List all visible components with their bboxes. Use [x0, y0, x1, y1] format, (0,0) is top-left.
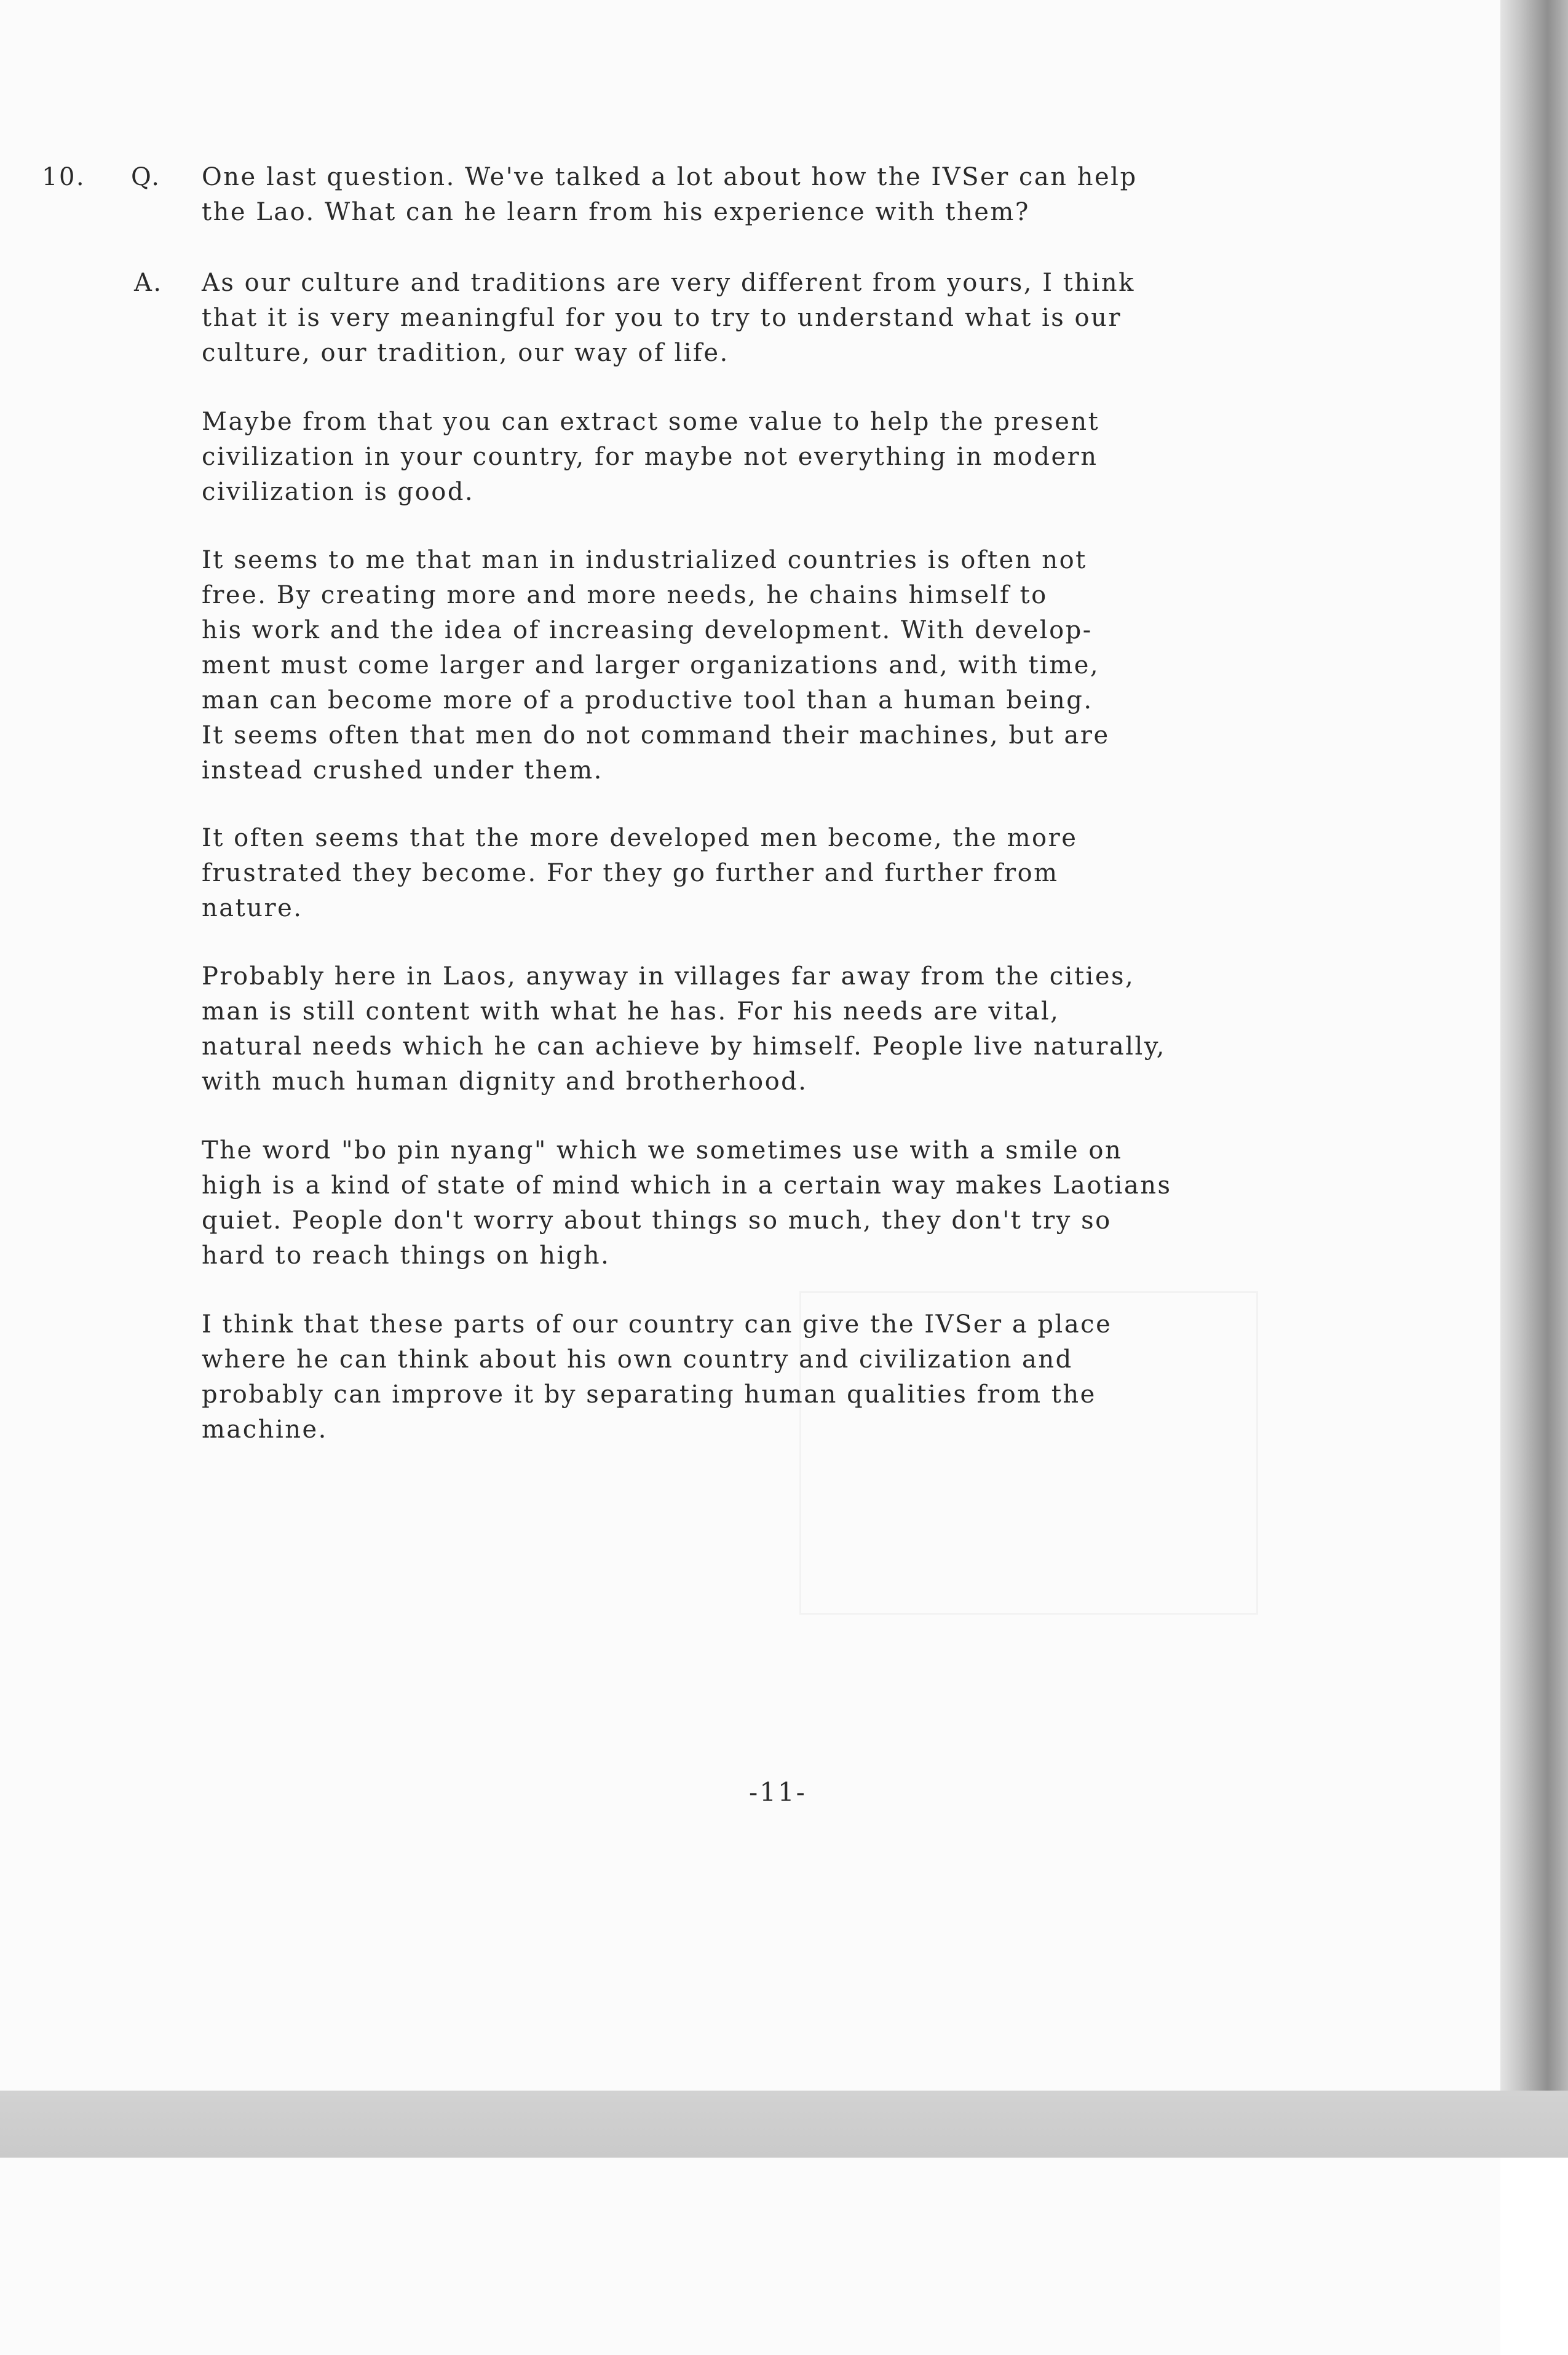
- answer-line: Maybe from that you can extract some value to help the present: [202, 408, 1100, 436]
- answer-line: hard to reach things on high.: [202, 1241, 611, 1270]
- answer-label: A.: [134, 269, 163, 297]
- scanner-bottom-band: [0, 2091, 1568, 2158]
- answer-line: As our culture and traditions are very different from yours, I think: [202, 269, 1135, 297]
- answer-line: man can become more of a productive tool than a human being.: [202, 686, 1093, 714]
- answer-line: machine.: [202, 1415, 328, 1444]
- answer-paragraph-5: [202, 959, 1166, 1099]
- answer-line: with much human dignity and brotherhood.: [202, 1067, 808, 1096]
- answer-line: natural needs which he can achieve by himself. People live naturally,: [202, 1032, 1166, 1061]
- answer-line: civilization in your country, for maybe not everything in modern: [202, 443, 1098, 471]
- answer-paragraph-2: [202, 405, 1099, 510]
- answer-paragraph-3: [202, 543, 1110, 788]
- answer-line: Probably here in Laos, anyway in villages far away from the cities,: [202, 962, 1135, 991]
- answer-paragraph-7: [202, 1307, 1112, 1447]
- page-number: -11-: [749, 1777, 807, 1807]
- answer-line: instead crushed under them.: [202, 756, 603, 785]
- answer-paragraph-4: [202, 821, 1077, 926]
- page-edge-shadow: [1500, 0, 1568, 2158]
- answer-line: that it is very meaningful for you to try to understand what is our: [202, 304, 1122, 332]
- answer-line: man is still content with what he has. For his needs are vital,: [202, 997, 1060, 1026]
- question-number: 10.: [42, 163, 86, 191]
- answer-line: It often seems that the more developed men become, the more: [202, 824, 1078, 852]
- answer-line: his work and the idea of increasing development. With develop-: [202, 616, 1093, 644]
- answer-line: frustrated they become. For they go further and further from: [202, 859, 1059, 887]
- answer-line: civilization is good.: [202, 478, 475, 506]
- answer-line: It seems often that men do not command their machines, but are: [202, 721, 1110, 750]
- answer-line: probably can improve it by separating human qualities from the: [202, 1380, 1096, 1409]
- answer-paragraph-1: [202, 266, 1135, 371]
- question-line: One last question. We've talked a lot about how the IVSer can help: [202, 163, 1138, 191]
- answer-line: The word "bo pin nyang" which we sometimes use with a smile on: [202, 1136, 1123, 1165]
- answer-line: nature.: [202, 894, 303, 922]
- answer-line: free. By creating more and more needs, he chains himself to: [202, 581, 1048, 609]
- answer-line: quiet. People don't worry about things so much, they don't try so: [202, 1206, 1112, 1235]
- answer-line: high is a kind of state of mind which in a certain way makes Laotians: [202, 1171, 1172, 1200]
- answer-line: I think that these parts of our country can give the IVSer a place: [202, 1310, 1112, 1339]
- answer-paragraph-6: [202, 1133, 1171, 1273]
- question-label: Q.: [131, 163, 161, 191]
- question-line: the Lao. What can he learn from his experience with them?: [202, 198, 1030, 226]
- question-text: [202, 160, 1138, 230]
- answer-line: ment must come larger and larger organizations and, with time,: [202, 651, 1100, 679]
- answer-line: where he can think about his own country and civilization and: [202, 1345, 1073, 1374]
- answer-line: It seems to me that man in industrialized countries is often not: [202, 546, 1087, 574]
- answer-line: culture, our tradition, our way of life.: [202, 339, 729, 367]
